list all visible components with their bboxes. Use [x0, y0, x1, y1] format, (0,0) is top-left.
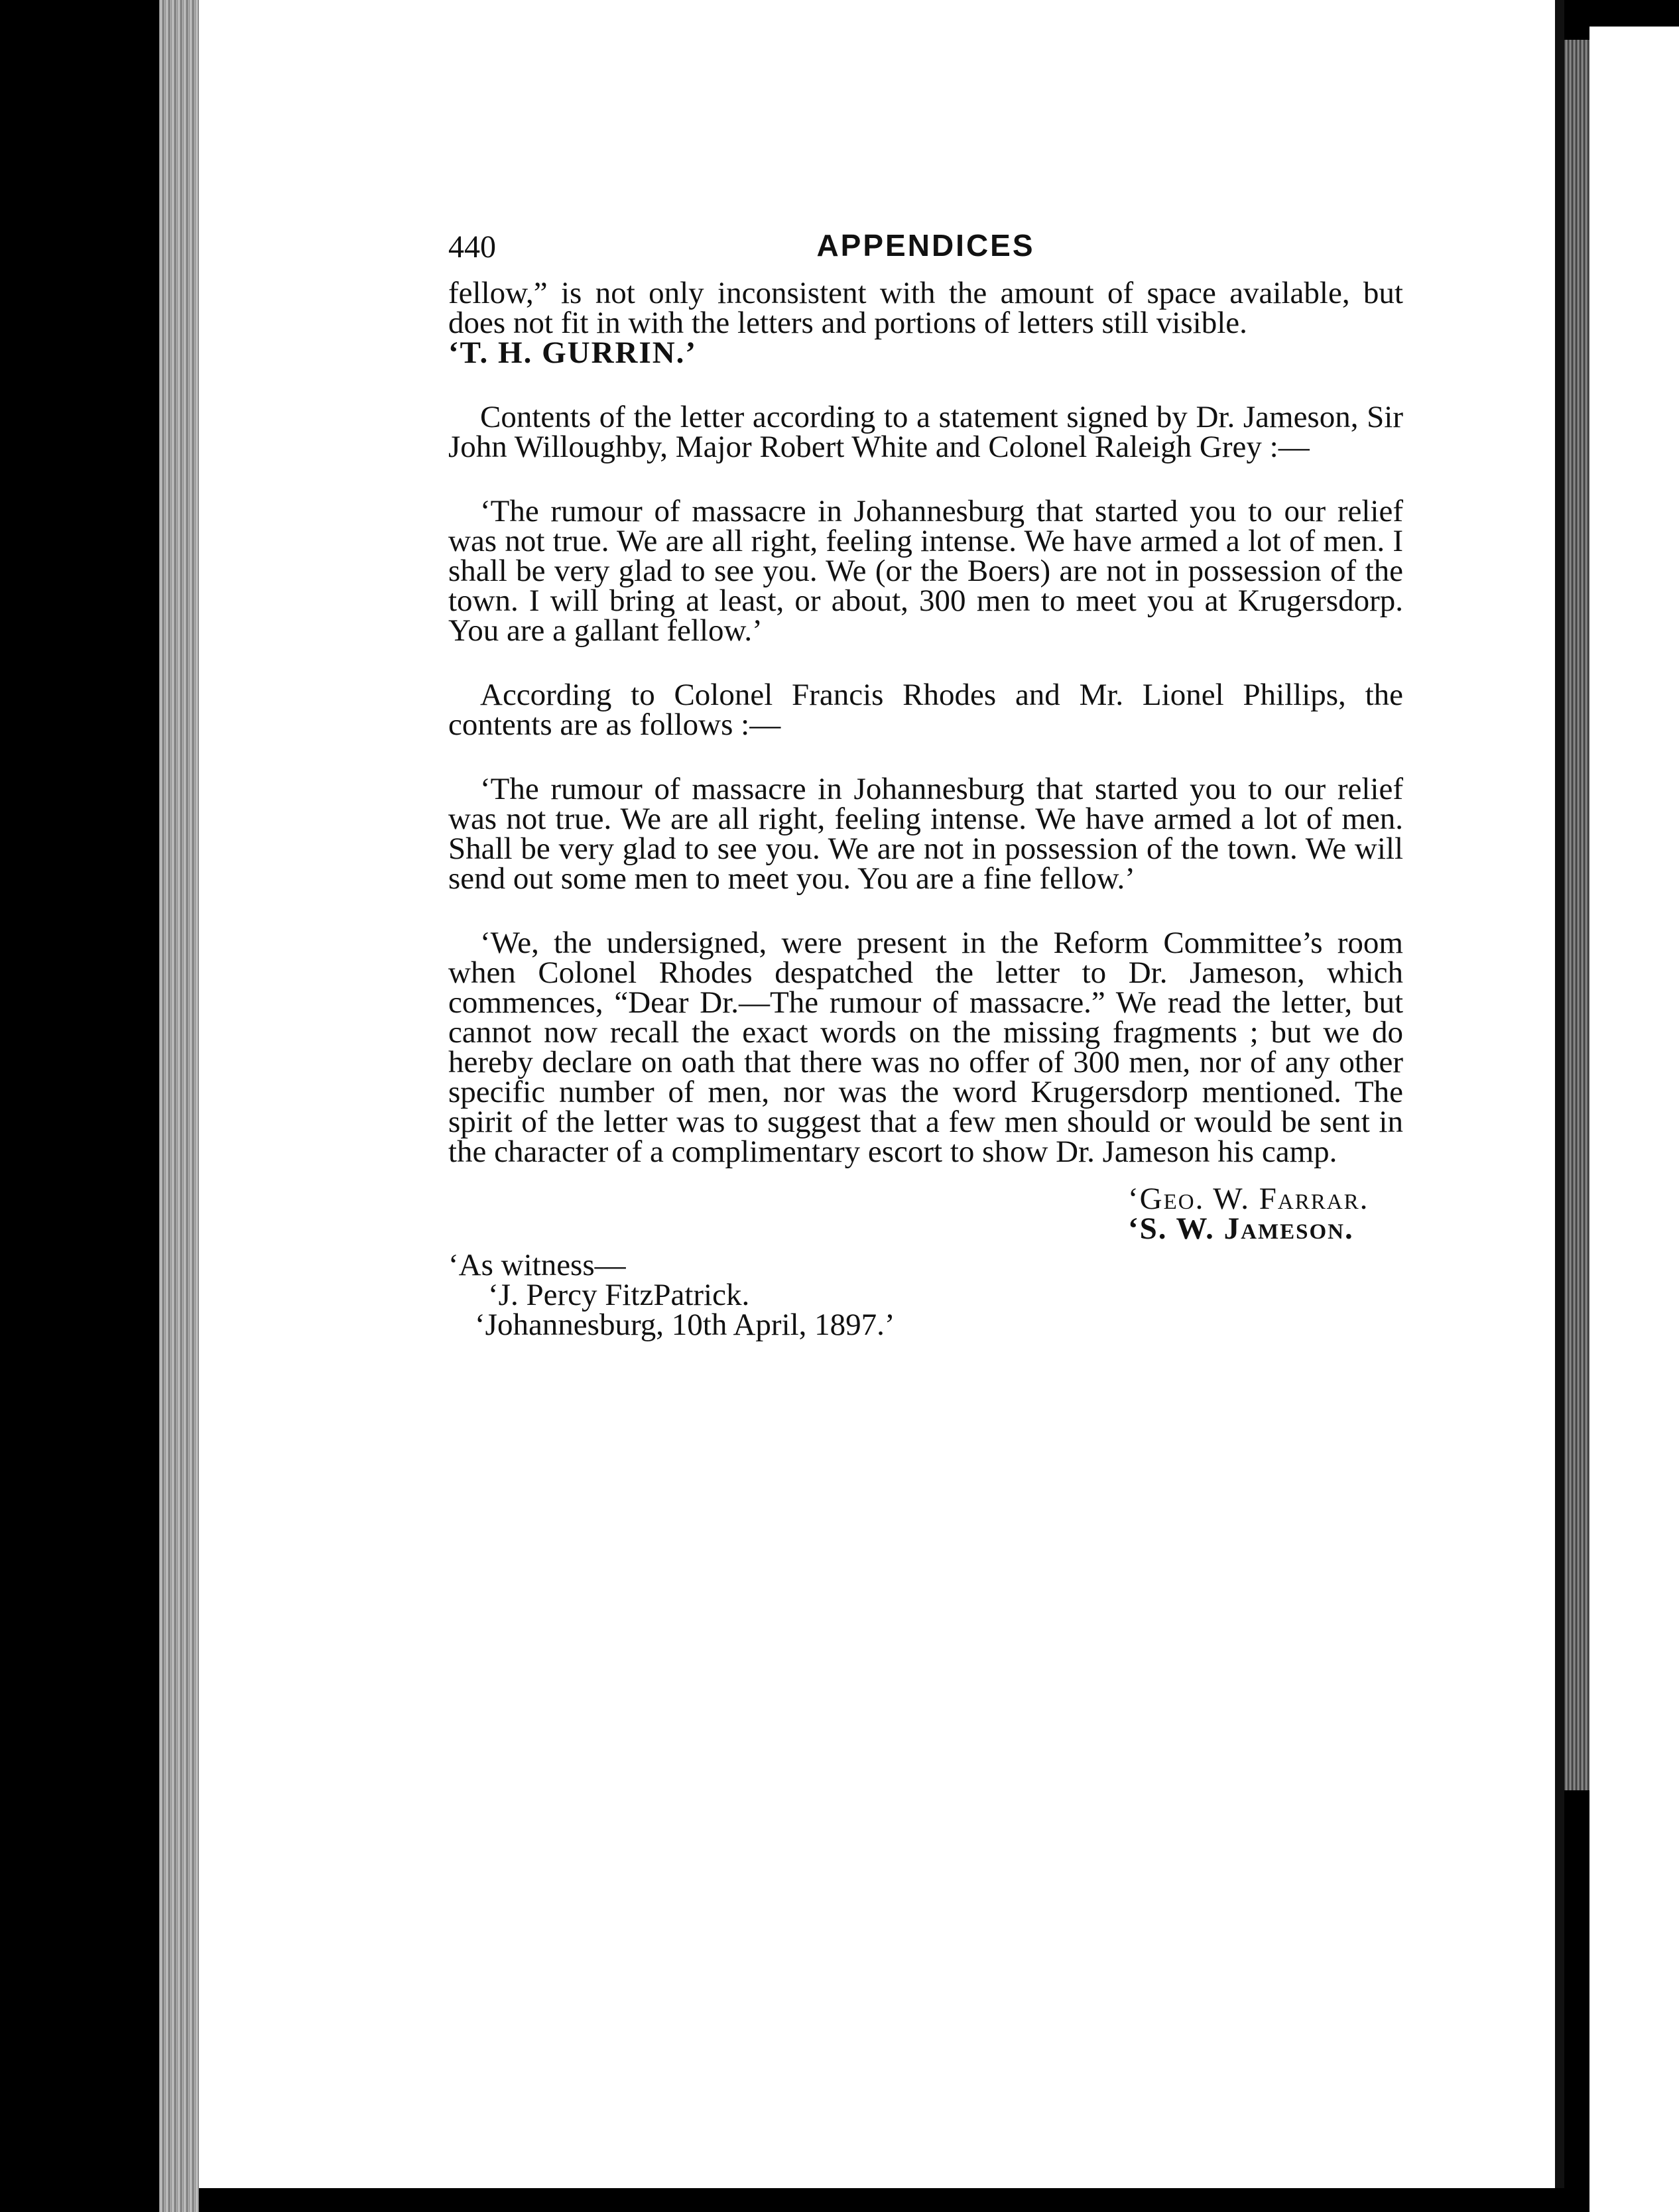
statement-intro: Contents of the letter according to a statement signed by Dr. Jameson, Sir John Willoughby, Major Robert White and Colonel Raleigh Grey :—: [448, 400, 1403, 464]
page-number: 440: [448, 229, 496, 265]
page-edge-left: [159, 0, 199, 2212]
letter-version-two: ‘The rumour of massacre in Johannesburg that started you to our relief was not true. We are all right, feeling intense. We have armed a lot of men. Shall be very glad to see you. We are not in possession of the town. We will send out some men to meet you. You are a fine fellow.’: [448, 772, 1403, 896]
second-intro: According to Colonel Francis Rhodes and Mr. Lionel Phillips, the contents are as follows :—: [448, 678, 1403, 742]
witness-name: ‘J. Percy FitzPatrick.: [488, 1278, 750, 1312]
running-head: [448, 225, 1403, 278]
witness-place-date: ‘Johannesburg, 10th April, 1897.’: [475, 1308, 895, 1342]
declaration-paragraph: ‘We, the undersigned, were present in the Reform Committee’s room when Colonel Rhodes despatched the letter to Dr. Jameson, which commences, “Dear Dr.—The rumour of massacre.” We read the letter, but cannot now recall the exact words on the missing fragments ; but we do hereby declare on oath that there was no offer of 300 men, nor of any other specific number of men, nor was the word Krugersdorp mentioned. The spirit of the letter was to suggest that a few men should or would be sent in the character of a complimentary escort to show Dr. Jameson his camp.: [448, 926, 1403, 1169]
gurrin-signature: ‘T. H. GURRIN.’: [448, 336, 698, 370]
continuation-paragraph: fellow,” is not only inconsistent with the amount of space available, but does not fit in with the letters and portions of letters still visible.: [448, 276, 1403, 340]
witness-label: ‘As witness—: [448, 1248, 626, 1282]
signatory-farrar: ‘Geo. W. Farrar.: [1128, 1182, 1369, 1216]
page-edge-right: [1564, 40, 1589, 1790]
running-head-title: APPENDICES: [816, 228, 1035, 263]
witness-block: [448, 1248, 1403, 1342]
signatory-jameson: ‘S. W. Jameson.: [1128, 1211, 1354, 1246]
facing-page-strip: [1589, 27, 1679, 2212]
page-text: [448, 225, 1403, 1340]
letter-version-one: ‘The rumour of massacre in Johannesburg that started you to our relief was not true. We are all right, feeling intense. We have armed a lot of men. I shall be very glad to see you. We (or the Boers) are not in possession of the town. I will bring at least, or about, 300 men to meet you at Krugersdorp. You are a gallant fellow.’: [448, 494, 1403, 648]
